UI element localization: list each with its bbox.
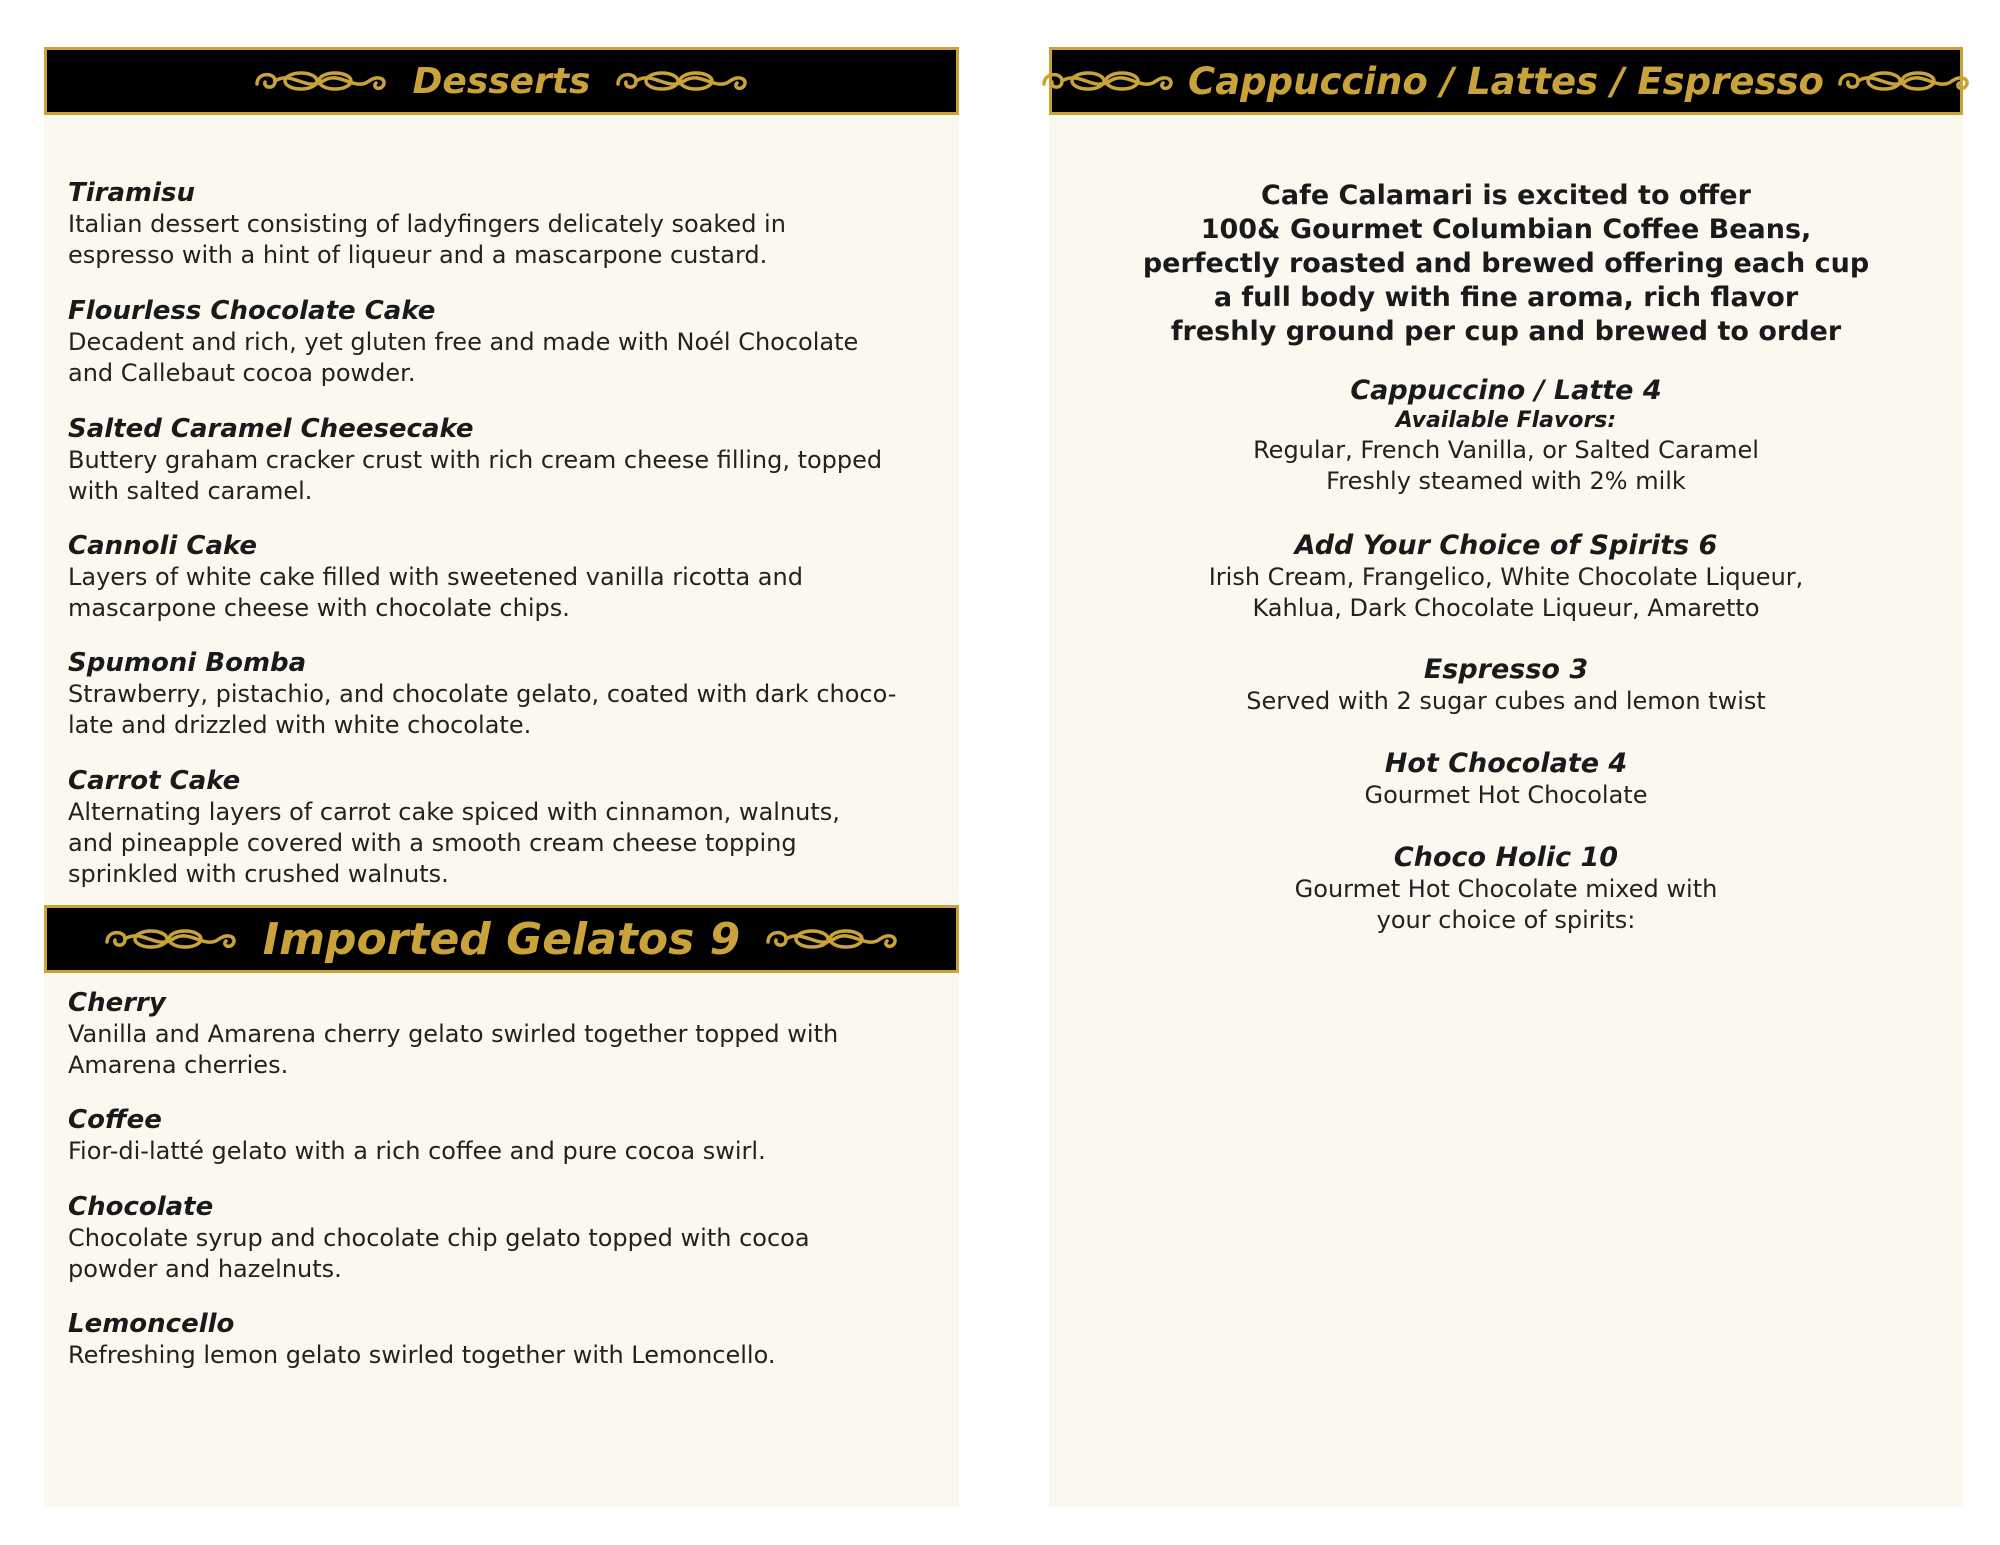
menu-item-tiramisu	[68, 178, 948, 271]
drink-choco-holic	[1049, 842, 1963, 936]
menu-item-coffee	[68, 1105, 948, 1167]
coffee-title: Cappuccino / Lattes / Espresso	[1188, 59, 1824, 103]
drink-name: Espresso 3	[1423, 654, 1589, 685]
menu-item-lemoncello	[68, 1309, 948, 1371]
item-description: Alternating layers of carrot cake spiced with cinnamon, walnuts, and pineapple covered with a smooth cream cheese topping sprinkled with crushed walnuts.	[68, 798, 840, 888]
item-description: Buttery graham cracker crust with rich cream cheese filling, topped with salted caramel.	[68, 446, 883, 505]
item-description: Refreshing lemon gelato swirled together with Lemoncello.	[68, 1341, 776, 1369]
item-description: Layers of white cake filled with sweetened vanilla ricotta and mascarpone cheese with chocolate chips.	[68, 563, 803, 622]
item-description: Decadent and rich, yet gluten free and made with Noél Chocolate and Callebaut cocoa powder.	[68, 328, 859, 387]
item-name: Salted Caramel Cheesecake	[68, 414, 474, 444]
menu-item-spumoni-bomba	[68, 648, 948, 741]
item-name: Lemoncello	[68, 1309, 235, 1339]
drink-description: Gourmet Hot Chocolate mixed with your choice of spirits:	[1294, 875, 1718, 934]
item-name: Flourless Chocolate Cake	[68, 296, 436, 326]
drink-description: Served with 2 sugar cubes and lemon twist	[1246, 687, 1766, 715]
item-name: Cherry	[68, 988, 166, 1018]
gelatos-title: Imported Gelatos 9	[262, 913, 741, 965]
item-name: Spumoni Bomba	[68, 648, 307, 678]
drink-hot-chocolate	[1049, 748, 1963, 811]
swirl-ornament-icon	[101, 924, 241, 954]
item-description: Chocolate syrup and chocolate chip gelato topped with cocoa powder and hazelnuts.	[68, 1224, 810, 1283]
drink-description: Irish Cream, Frangelico, White Chocolate Liqueur, Kahlua, Dark Chocolate Liqueur, Amaretto	[1208, 563, 1804, 622]
coffee-intro: Cafe Calamari is excited to offer 100& Gourmet Columbian Coffee Beans, perfectly roasted and brewed offering each cup a full body with fine aroma, rich flavor freshly ground per cup and brewed to order	[1142, 180, 1870, 347]
item-name: Tiramisu	[68, 178, 196, 208]
drink-description: Regular, French Vanilla, or Salted Caramel Freshly steamed with 2% milk	[1253, 436, 1759, 495]
menu-item-flourless-chocolate-cake	[68, 296, 948, 389]
item-name: Cannoli Cake	[68, 531, 258, 561]
drink-name: Cappuccino / Latte 4	[1350, 375, 1662, 406]
drink-add-spirits	[1049, 530, 1963, 624]
item-name: Chocolate	[68, 1192, 214, 1222]
coffee-panel	[1049, 47, 1963, 1507]
swirl-ornament-icon	[251, 66, 391, 96]
swirl-ornament-icon	[762, 924, 902, 954]
desserts-banner	[44, 47, 959, 115]
menu-item-cannoli-cake	[68, 531, 948, 624]
menu-item-carrot-cake	[68, 766, 948, 890]
item-description: Fior-di-latté gelato with a rich coffee and pure cocoa swirl.	[68, 1137, 766, 1165]
drink-cappuccino-latte	[1049, 375, 1963, 497]
item-name: Coffee	[68, 1105, 162, 1135]
drink-subheading: Available Flavors:	[1395, 408, 1617, 433]
swirl-ornament-icon	[1038, 66, 1178, 96]
menu-item-cherry	[68, 988, 948, 1081]
drink-espresso	[1049, 654, 1963, 717]
drink-name: Add Your Choice of Spirits 6	[1294, 530, 1718, 561]
drink-description: Gourmet Hot Chocolate	[1364, 781, 1648, 809]
drink-name: Hot Chocolate 4	[1384, 748, 1628, 779]
drink-name: Choco Holic 10	[1393, 842, 1619, 873]
desserts-title: Desserts	[412, 60, 591, 102]
item-description: Strawberry, pistachio, and chocolate gelato, coated with dark choco- late and drizzled with white chocolate.	[68, 680, 897, 739]
item-description: Vanilla and Amarena cherry gelato swirled together topped with Amarena cherries.	[68, 1020, 839, 1079]
menu-item-salted-caramel-cheesecake	[68, 414, 948, 507]
desserts-panel	[44, 47, 959, 1507]
swirl-ornament-icon	[612, 66, 752, 96]
menu-item-chocolate	[68, 1192, 948, 1285]
swirl-ornament-icon	[1834, 66, 1974, 96]
item-description: Italian dessert consisting of ladyfingers delicately soaked in espresso with a hint of liqueur and a mascarpone custard.	[68, 210, 786, 269]
coffee-banner	[1049, 47, 1963, 115]
item-name: Carrot Cake	[68, 766, 241, 796]
gelatos-banner	[44, 905, 959, 973]
